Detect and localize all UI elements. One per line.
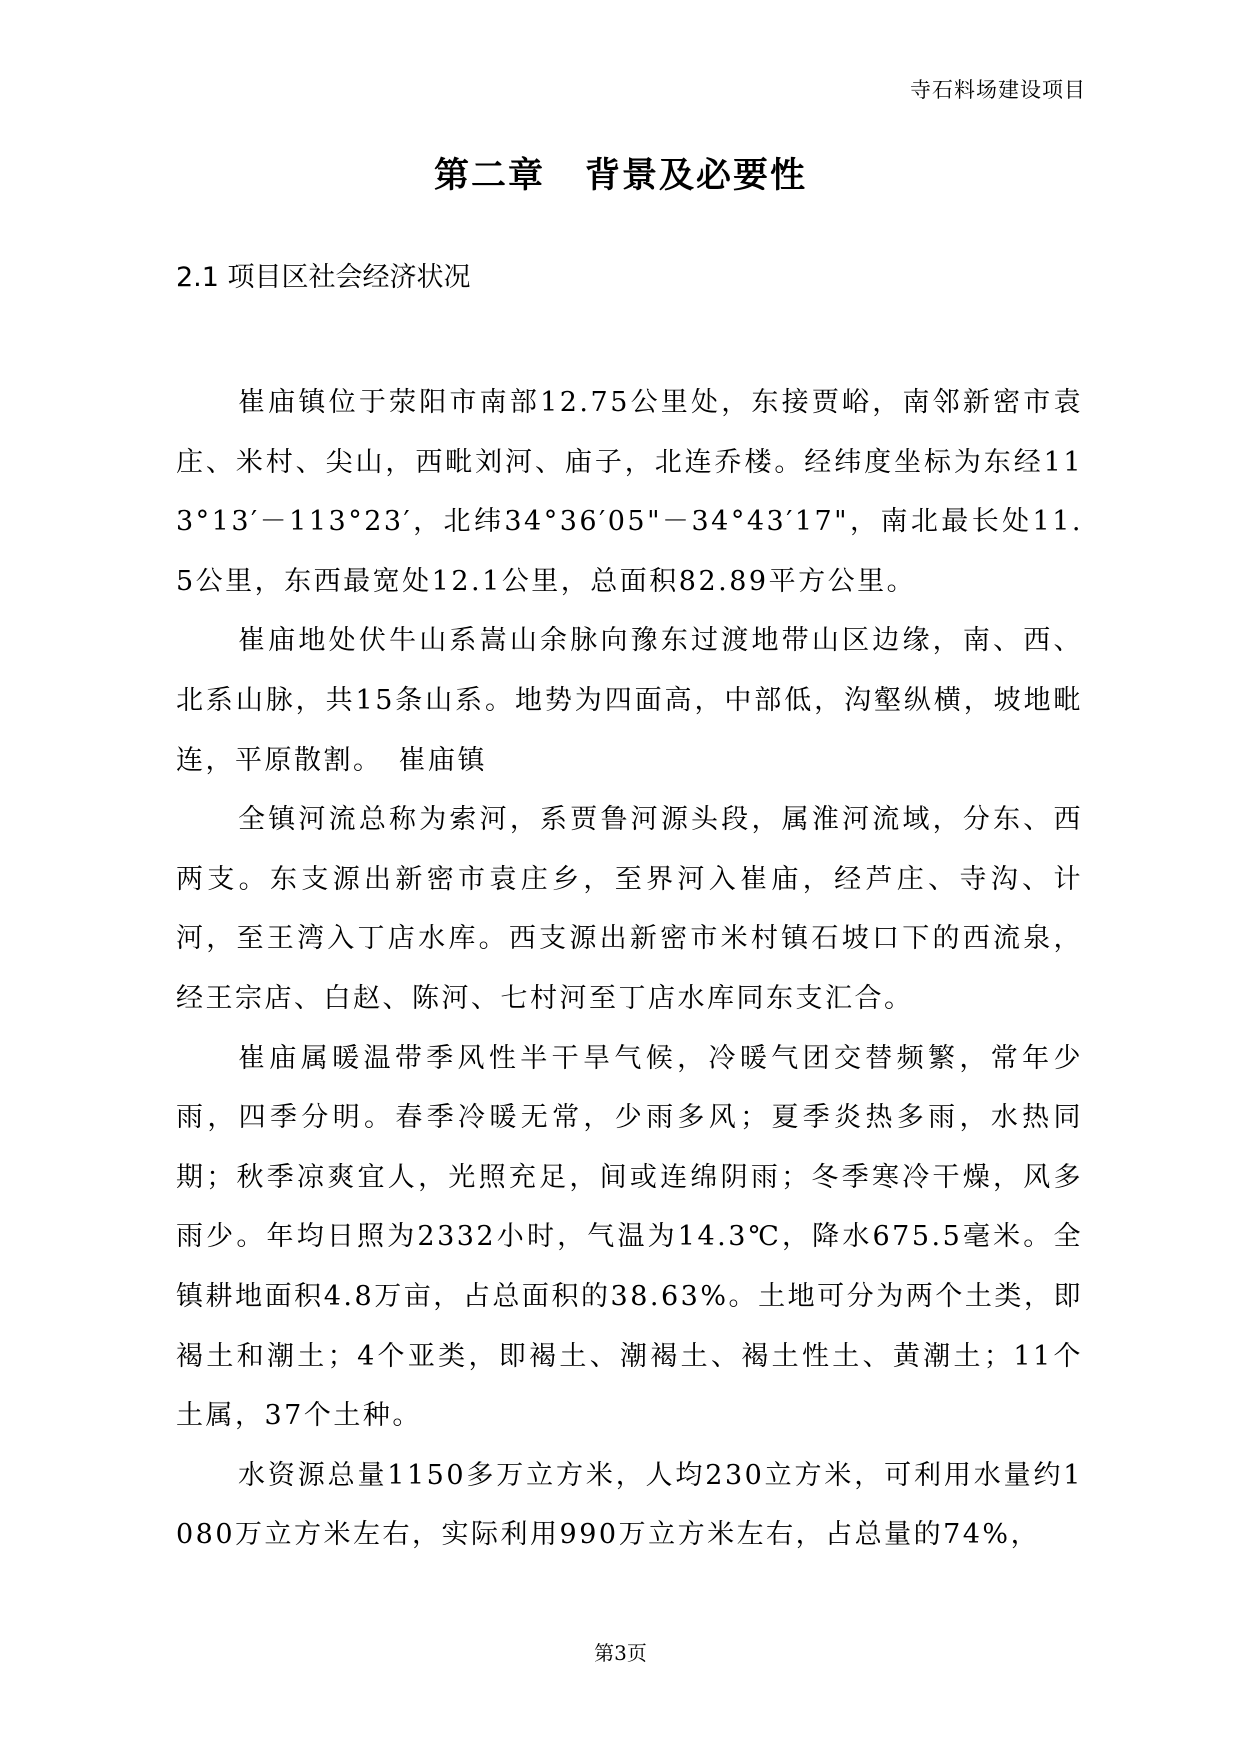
paragraph-water-resources: 水资源总量1150多万立方米，人均230立方米，可利用水量约1080万立方米左右，实际利用990万立方米左右，占总量的74%， — [176, 1459, 1083, 1551]
chapter-title — [0, 148, 1241, 198]
paragraph-rivers: 全镇河流总称为索河，系贾鲁河源头段，属淮河流域，分东、西两支。东支源出新密市袁庄乡，至界河入崔庙，经芦庄、寺沟、计河，至王湾入丁店水库。西支源出新密市米村镇石坡口下的西流泉，经王宗店、白赵、陈河、七村河至丁店水库同东支汇合。 — [176, 804, 1083, 1014]
running-header: 寺石料场建设项目 — [910, 78, 1086, 102]
section-heading: 2.1 项目区社会经济状况 — [176, 262, 471, 293]
paragraph-terrain: 崔庙地处伏牛山系嵩山余脉向豫东过渡地带山区边缘，南、西、北系山脉，共15条山系。地势为四面高，中部低，沟壑纵横，坡地毗连，平原散割。 崔庙镇 — [176, 625, 1083, 776]
chapter-name: 背景及必要性 — [585, 156, 808, 196]
chapter-number: 第二章 — [433, 156, 545, 196]
paragraph-location: 崔庙镇位于荥阳市南部12.75公里处，东接贾峪，南邻新密市袁庄、米村、尖山，西毗刘河、庙子，北连乔楼。经纬度坐标为东经113°13′－113°23′，北纬34°36′05"－34°43′17"，南北最长处11.5公里，东西最宽处12.1公里，总面积82.89平方公里。 — [176, 387, 1083, 597]
paragraph-climate: 崔庙属暖温带季风性半干旱气候，冷暖气团交替频繁，常年少雨，四季分明。春季冷暖无常，少雨多风；夏季炎热多雨，水热同期；秋季凉爽宜人，光照充足，间或连绵阴雨；冬季寒冷干燥，风多雨少。年均日照为2332小时，气温为14.3℃，降水675.5毫米。全镇耕地面积4.8万亩，占总面积的38.63%。土地可分为两个土类，即褐土和潮土；4个亚类，即褐土、潮褐土、褐土性土、黄潮土；11个土属，37个土种。 — [176, 1042, 1083, 1432]
page-number: 第3页 — [594, 1641, 647, 1665]
body-text — [176, 373, 1083, 1565]
